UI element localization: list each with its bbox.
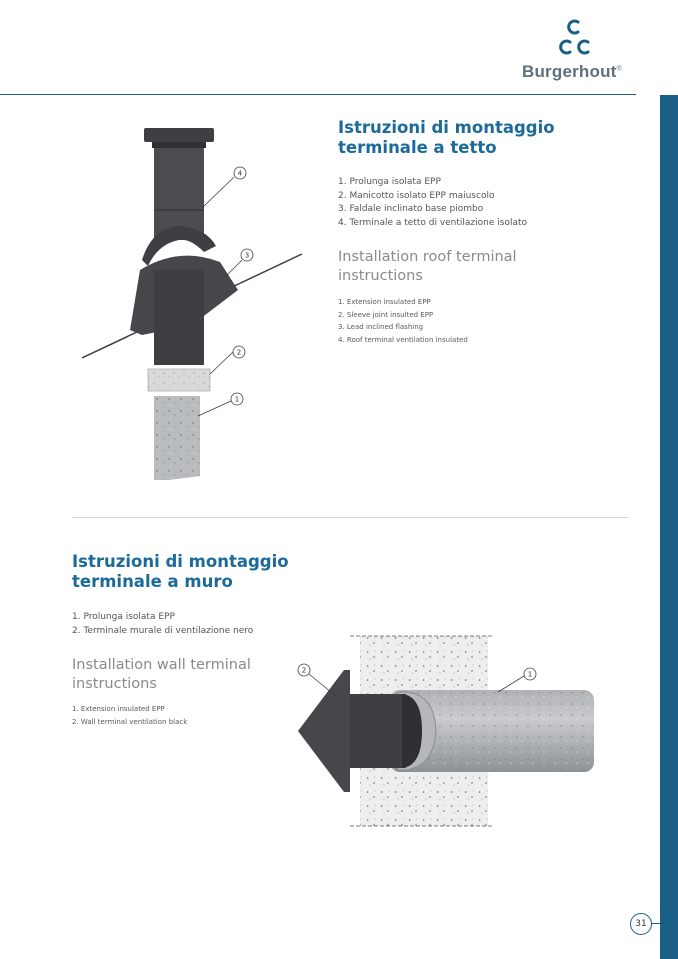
list-item: 4. Roof terminal ventilation insulated bbox=[338, 335, 468, 344]
callout-2: 2 bbox=[236, 348, 242, 357]
wall-english-title: Installation wall terminal instructions bbox=[72, 657, 251, 692]
list-item: 1. Extension insulated EPP bbox=[72, 705, 165, 713]
list-item: 2. Sleeve joint insulted EPP bbox=[338, 310, 434, 319]
callout-1: 1 bbox=[527, 670, 533, 679]
wall-italian-list bbox=[72, 611, 302, 638]
brand-logo bbox=[556, 18, 606, 62]
section-divider bbox=[72, 517, 629, 518]
wall-terminal-cowl bbox=[298, 670, 350, 792]
list-item: 2. Terminale murale di ventilazione nero bbox=[72, 625, 254, 636]
side-accent-bar bbox=[660, 95, 678, 959]
list-item: 2. Manicotto isolato EPP maiuscolo bbox=[338, 190, 495, 201]
callout-4: 4 bbox=[237, 169, 243, 178]
sleeve-joint bbox=[148, 369, 210, 391]
logo-mark-icon bbox=[556, 18, 606, 62]
list-item: 3. Lead inclined flashing bbox=[338, 323, 424, 331]
insulated-extension bbox=[154, 396, 200, 480]
roof-english-title: Installation roof terminal instructions bbox=[338, 249, 517, 284]
roof-italian-list bbox=[338, 176, 638, 230]
roof-title: Istruzioni di montaggio terminale a tetto bbox=[338, 118, 555, 157]
list-item: 2. Wall terminal ventilation black bbox=[72, 717, 188, 726]
callout-2: 2 bbox=[301, 666, 307, 675]
list-item: 1. Prolunga isolata EPP bbox=[72, 612, 175, 622]
callout-3: 3 bbox=[244, 251, 250, 260]
wall-english-list bbox=[72, 703, 302, 728]
wall-lower bbox=[360, 768, 488, 826]
roof-english-list bbox=[338, 296, 638, 346]
header-divider bbox=[0, 94, 636, 95]
terminal-cap bbox=[144, 128, 214, 142]
brand-name: Burgerhout® bbox=[522, 62, 622, 81]
wall-terminal-illustration bbox=[294, 634, 598, 828]
list-item: 1. Extension insulated EPP bbox=[338, 298, 431, 306]
wall-section-text bbox=[72, 552, 302, 728]
list-item: 3. Faldale inclinato base piombo bbox=[338, 204, 484, 214]
wall-title: Istruzioni di montaggio terminale a muro bbox=[72, 552, 289, 591]
wall-terminal-body bbox=[344, 694, 406, 768]
wall-upper bbox=[360, 636, 488, 694]
page-number: 31 bbox=[630, 913, 652, 935]
list-item: 1. Prolunga isolata EPP bbox=[338, 177, 441, 187]
roof-terminal-illustration bbox=[82, 120, 304, 480]
list-item: 4. Terminale a tetto di ventilazione isolato bbox=[338, 217, 528, 228]
callout-1: 1 bbox=[234, 395, 240, 404]
page-number-tick bbox=[652, 923, 661, 924]
roof-section-text bbox=[338, 118, 638, 346]
